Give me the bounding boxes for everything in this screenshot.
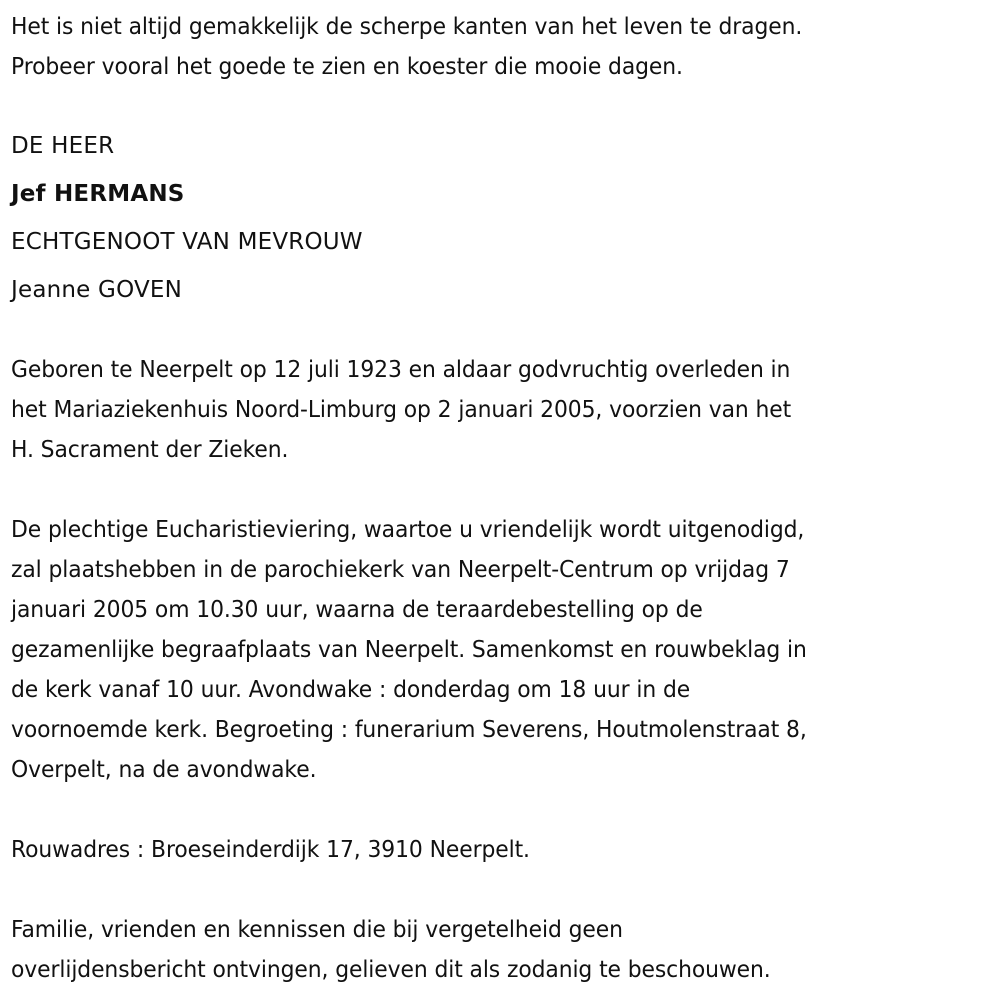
epigraph-line: Het is niet altijd gemakkelijk de scherpe kanten van het leven te dragen. [11,12,803,40]
paragraph-line: De plechtige Eucharistieviering, waartoe u vriendelijk wordt uitgenodigd, [11,515,805,543]
paragraph-line: Overpelt, na de avondwake. [11,755,317,783]
paragraph-line: zal plaatshebben in de parochiekerk van Neerpelt-Centrum op vrijdag 7 [11,555,790,583]
honorific: DE HEER [11,133,115,159]
paragraph-line: januari 2005 om 10.30 uur, waarna de teraardebestelling op de [11,595,703,623]
paragraph-line: het Mariaziekenhuis Noord-Limburg op 2 januari 2005, voorzien van het [11,395,792,423]
paragraph-line: gezamenlijke begraafplaats van Neerpelt. Samenkomst en rouwbeklag in [11,635,807,663]
paragraph-line: Geboren te Neerpelt op 12 juli 1923 en aldaar godvruchtig overleden in [11,355,791,383]
paragraph-line: de kerk vanaf 10 uur. Avondwake : donderdag om 18 uur in de [11,675,691,703]
paragraph-line: H. Sacrament der Zieken. [11,435,289,463]
paragraph-line: Rouwadres : Broeseinderdijk 17, 3910 Neerpelt. [11,835,530,863]
paragraph-line: Familie, vrienden en kennissen die bij vergetelheid geen [11,915,623,943]
paragraph-line: voornoemde kerk. Begroeting : funerarium Severens, Houtmolenstraat 8, [11,715,807,743]
relation-label: ECHTGENOOT VAN MEVROUW [11,229,363,255]
epigraph-line: Probeer vooral het goede te zien en koester die mooie dagen. [11,52,683,80]
spouse-name: Jeanne GOVEN [11,277,183,303]
paragraph-line: overlijdensbericht ontvingen, gelieven dit als zodanig te beschouwen. [11,955,771,983]
deceased-name: Jef HERMANS [11,181,185,207]
